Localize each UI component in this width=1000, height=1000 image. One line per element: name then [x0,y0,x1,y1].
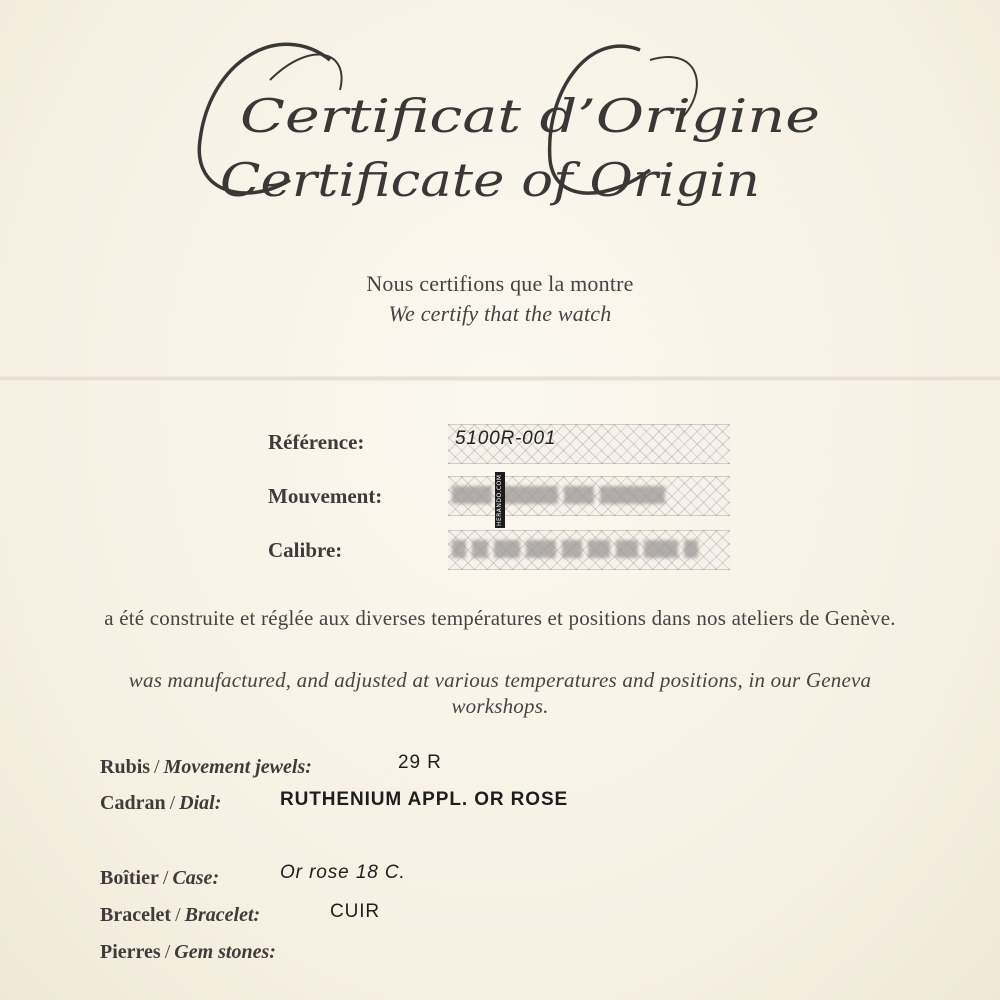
intro-english: We certify that the watch [388,301,612,326]
spec-jewels-en: Movement jewels: [163,756,312,778]
spec-case-label: Boîtier / Case: [100,867,220,889]
spec-stones-en: Gem stones: [174,941,276,963]
spec-bracelet-value: CUIR [330,901,381,922]
spec-case-en: Case: [172,867,220,889]
paper-fold-line [0,376,1000,382]
movement-value-redacted [452,486,665,504]
spec-stones-label: Pierres / Gem stones: [100,941,276,963]
statement-french: a été construite et réglée aux diverses températures et positions dans nos ateliers de Genève. [104,606,896,630]
spec-bracelet-en: Bracelet: [184,904,261,926]
statement-english: was manufactured, and adjusted at various temperatures and positions, in our Geneva workshops. [128,668,872,718]
spec-jewels-fr: Rubis [100,756,151,778]
spec-case-value: Or rose 18 C. [280,862,406,883]
title-line-en: Certificate of Origin [220,153,760,207]
spec-stones-fr: Pierres [100,941,161,963]
reference-value: 5100R-001 [455,428,557,449]
spec-dial-label: Cadran / Dial: [100,792,222,814]
title-line-fr: Certificat d’Origine [240,89,820,143]
reference-label: Référence: [268,430,365,454]
spec-bracelet-label: Bracelet / Bracelet: [100,904,261,926]
intro-french: Nous certifions que la montre [366,271,634,296]
watermark-label: HERANDO.COM [495,472,505,528]
calibre-value-redacted [452,540,698,558]
spec-case-fr: Boîtier [100,867,159,889]
movement-label: Mouvement: [268,484,383,508]
calibre-label: Calibre: [268,538,343,562]
spec-dial-en: Dial: [179,792,222,814]
spec-jewels-value: 29 R [398,752,442,773]
spec-jewels-label: Rubis / Movement jewels: [100,756,312,778]
spec-dial-fr: Cadran [100,792,166,814]
spec-bracelet-fr: Bracelet [100,904,172,926]
spec-dial-value: RUTHENIUM APPL. OR ROSE [280,789,569,810]
certificate-title [180,20,820,230]
